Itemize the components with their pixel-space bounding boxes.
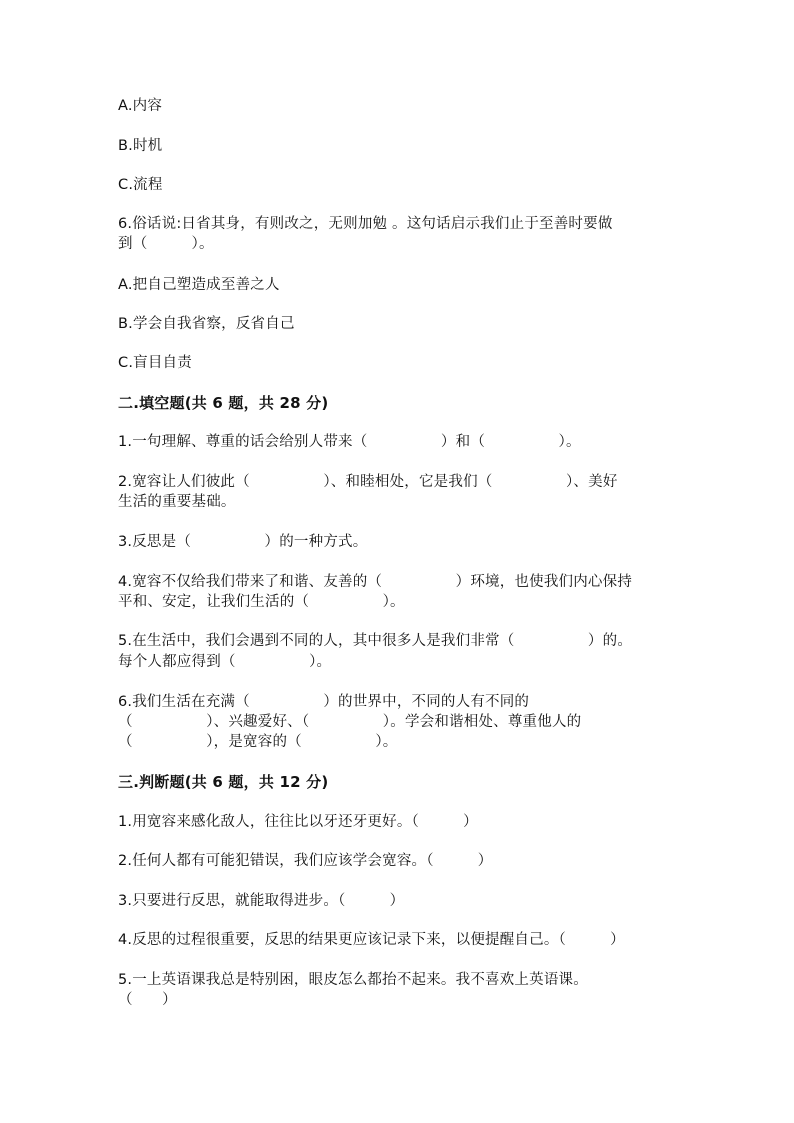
option-a: A.内容	[118, 98, 163, 114]
question-6-option-c: C.盲目自责	[118, 355, 192, 371]
judge-item-5-line-2: （ ）	[118, 992, 177, 1008]
question-6-option-a: A.把自己塑造成至善之人	[118, 277, 280, 293]
judge-item-4: 4.反思的过程很重要，反思的结果更应该记录下来，以便提醒自己。（ ）	[118, 932, 625, 948]
fill-item-1: 1.一句理解、尊重的话会给别人带来（ ）和（ ）。	[118, 434, 581, 450]
section-2-title: 二.填空题(共 6 题，共 28 分)	[118, 394, 329, 412]
fill-item-3: 3.反思是（ ）的一种方式。	[118, 534, 368, 550]
judge-item-1: 1.用宽容来感化敌人，往往比以牙还牙更好。（ ）	[118, 814, 478, 830]
fill-item-6-line-2: （ ）、兴趣爱好、（ ）。学会和谐相处、尊重他人的	[118, 714, 582, 730]
fill-item-5-line-1: 5.在生活中，我们会遇到不同的人，其中很多人是我们非常（ ）的。	[118, 633, 633, 649]
judge-item-2: 2.任何人都有可能犯错误，我们应该学会宽容。（ ）	[118, 853, 493, 869]
judge-item-3: 3.只要进行反思，就能取得进步。（ ）	[118, 893, 405, 909]
option-c: C.流程	[118, 177, 163, 193]
question-6-option-b: B.学会自我省察，反省自己	[118, 316, 295, 332]
fill-item-4-line-2: 平和、安定，让我们生活的（ ）。	[118, 594, 405, 610]
fill-item-5-line-2: 每个人都应得到（ ）。	[118, 654, 332, 670]
fill-item-2-line-1: 2.宽容让人们彼此（ ）、和睦相处，它是我们（ ）、美好	[118, 474, 618, 490]
fill-item-4-line-1: 4.宽容不仅给我们带来了和谐、友善的（ ）环境，也使我们内心保持	[118, 574, 633, 590]
fill-item-6-line-3: （ ），是宽容的（ ）。	[118, 734, 398, 750]
fill-item-2-line-2: 生活的重要基础。	[118, 494, 236, 510]
option-b: B.时机	[118, 138, 163, 154]
section-3-title: 三.判断题(共 6 题，共 12 分)	[118, 773, 329, 791]
fill-item-6-line-1: 6.我们生活在充满（ ）的世界中，不同的人有不同的	[118, 694, 530, 710]
judge-item-5-line-1: 5.一上英语课我总是特别困，眼皮怎么都抬不起来。我不喜欢上英语课。	[118, 972, 588, 988]
question-6-line-2: 到（ ）。	[118, 236, 214, 252]
question-6-line-1: 6.俗话说:日省其身，有则改之，无则加勉 。这句话启示我们止于至善时要做	[118, 216, 613, 232]
